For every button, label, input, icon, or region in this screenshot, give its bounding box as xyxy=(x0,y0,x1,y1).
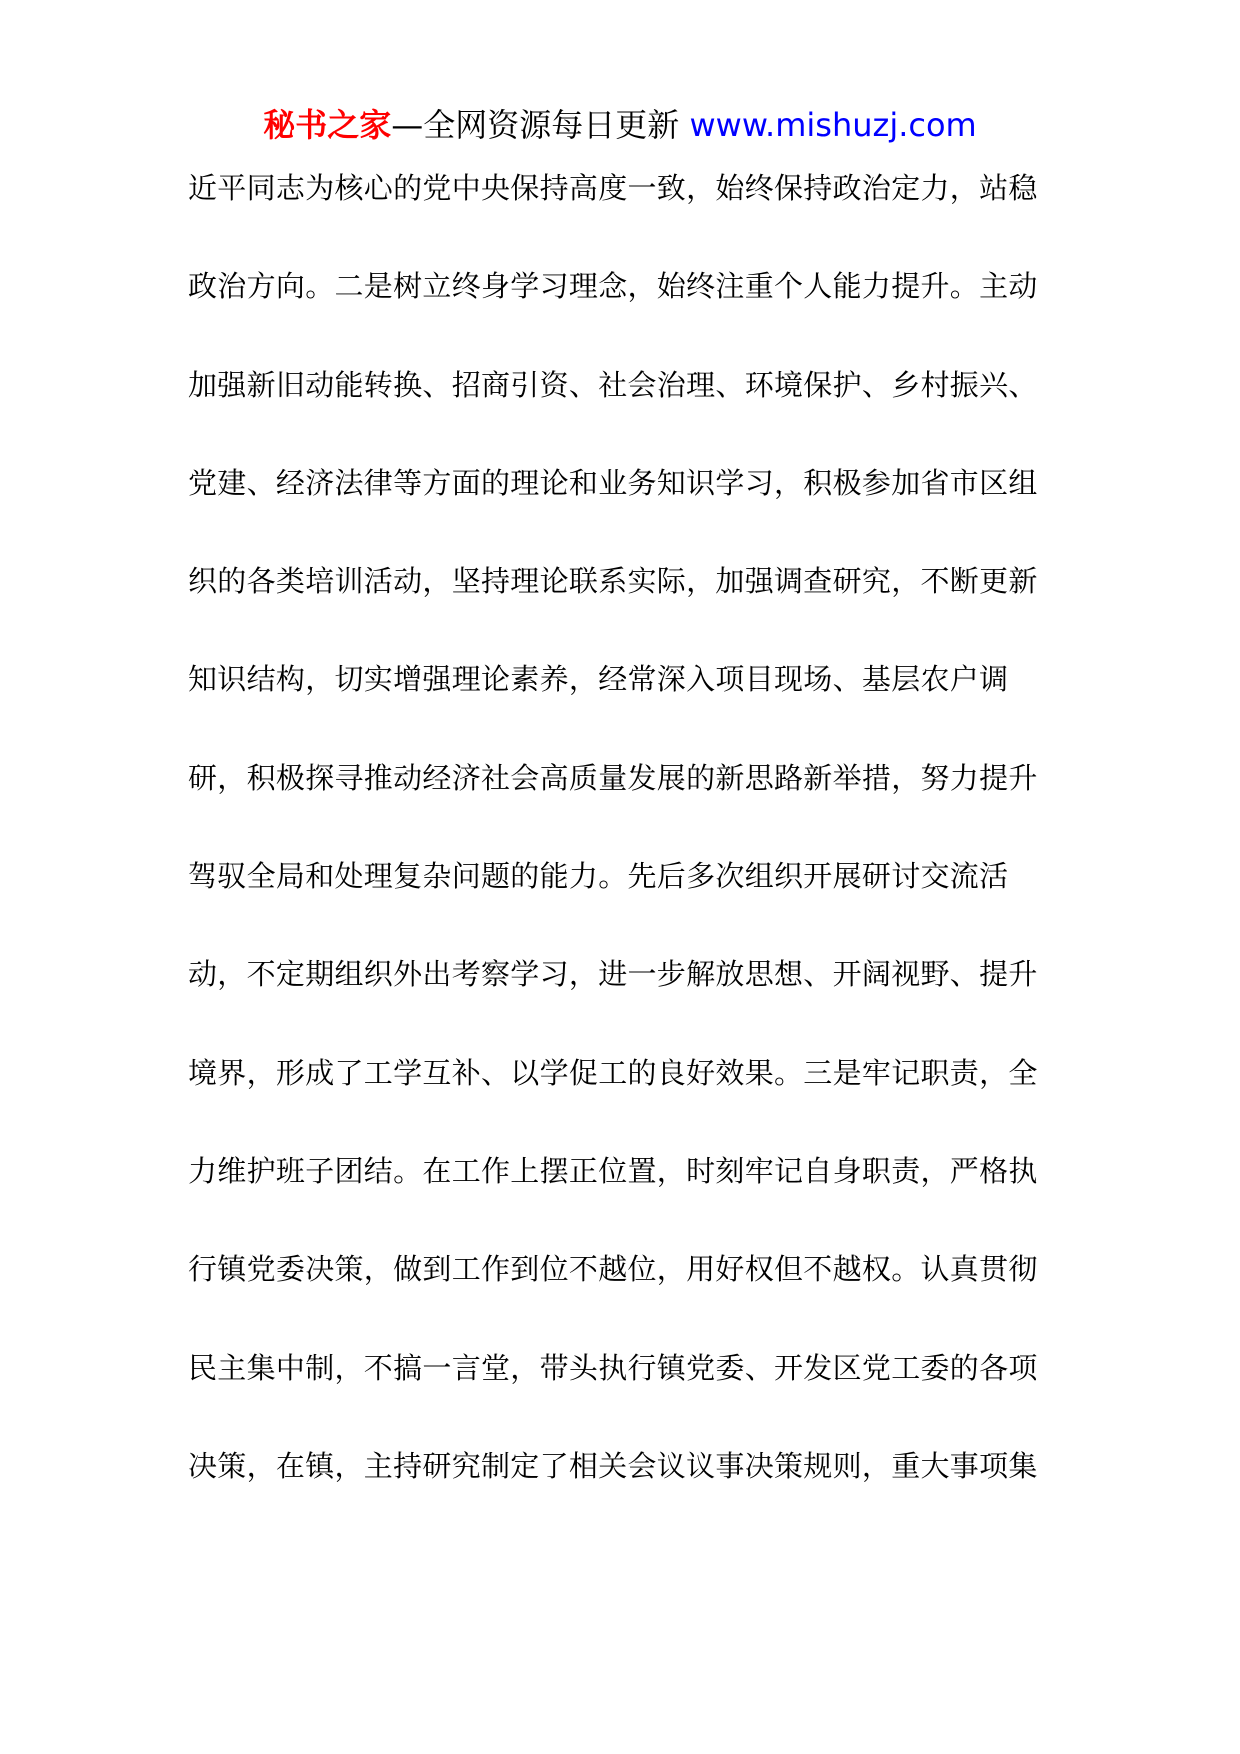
text-line: 织的各类培训活动，坚持理论联系实际，加强调查研究，不断更新 xyxy=(188,564,1038,599)
text-line: 党建、经济法律等方面的理论和业务知识学习，积极参加省市区组 xyxy=(188,465,1038,500)
text-line: 力维护班子团结。在工作上摆正位置，时刻牢记自身职责，严格执 xyxy=(188,1153,1038,1188)
text-line: 研，积极探寻推动经济社会高质量发展的新思路新举措，努力提升 xyxy=(188,760,1038,795)
text-line: 驾驭全局和处理复杂问题的能力。先后多次组织开展研讨交流活 xyxy=(188,859,1009,894)
header-url[interactable]: www.mishuzj.com xyxy=(689,106,977,144)
text-line: 政治方向。二是树立终身学习理念，始终注重个人能力提升。主动 xyxy=(188,269,1038,304)
text-line: 民主集中制，不搞一言堂，带头执行镇党委、开发区党工委的各项 xyxy=(188,1350,1038,1385)
text-line: 近平同志为核心的党中央保持高度一致，始终保持政治定力，站稳 xyxy=(188,171,1038,205)
text-line: 境界，形成了工学互补、以学促工的良好效果。三是牢记职责，全 xyxy=(188,1055,1038,1090)
page-header xyxy=(0,103,1240,147)
body-text xyxy=(188,168,1048,1544)
text-line: 行镇党委决策，做到工作到位不越位，用好权但不越权。认真贯彻 xyxy=(188,1252,1038,1287)
text-line: 决策，在镇，主持研究制定了相关会议议事决策规则，重大事项集 xyxy=(188,1448,1038,1483)
text-line: 知识结构，切实增强理论素养，经常深入项目现场、基层农户调 xyxy=(188,662,1009,697)
header-tagline: —全网资源每日更新 xyxy=(391,106,690,144)
text-line: 加强新旧动能转换、招商引资、社会治理、环境保护、乡村振兴、 xyxy=(188,367,1038,402)
text-line: 动，不定期组织外出考察学习，进一步解放思想、开阔视野、提升 xyxy=(188,957,1038,992)
header-brand: 秘书之家 xyxy=(263,106,392,144)
